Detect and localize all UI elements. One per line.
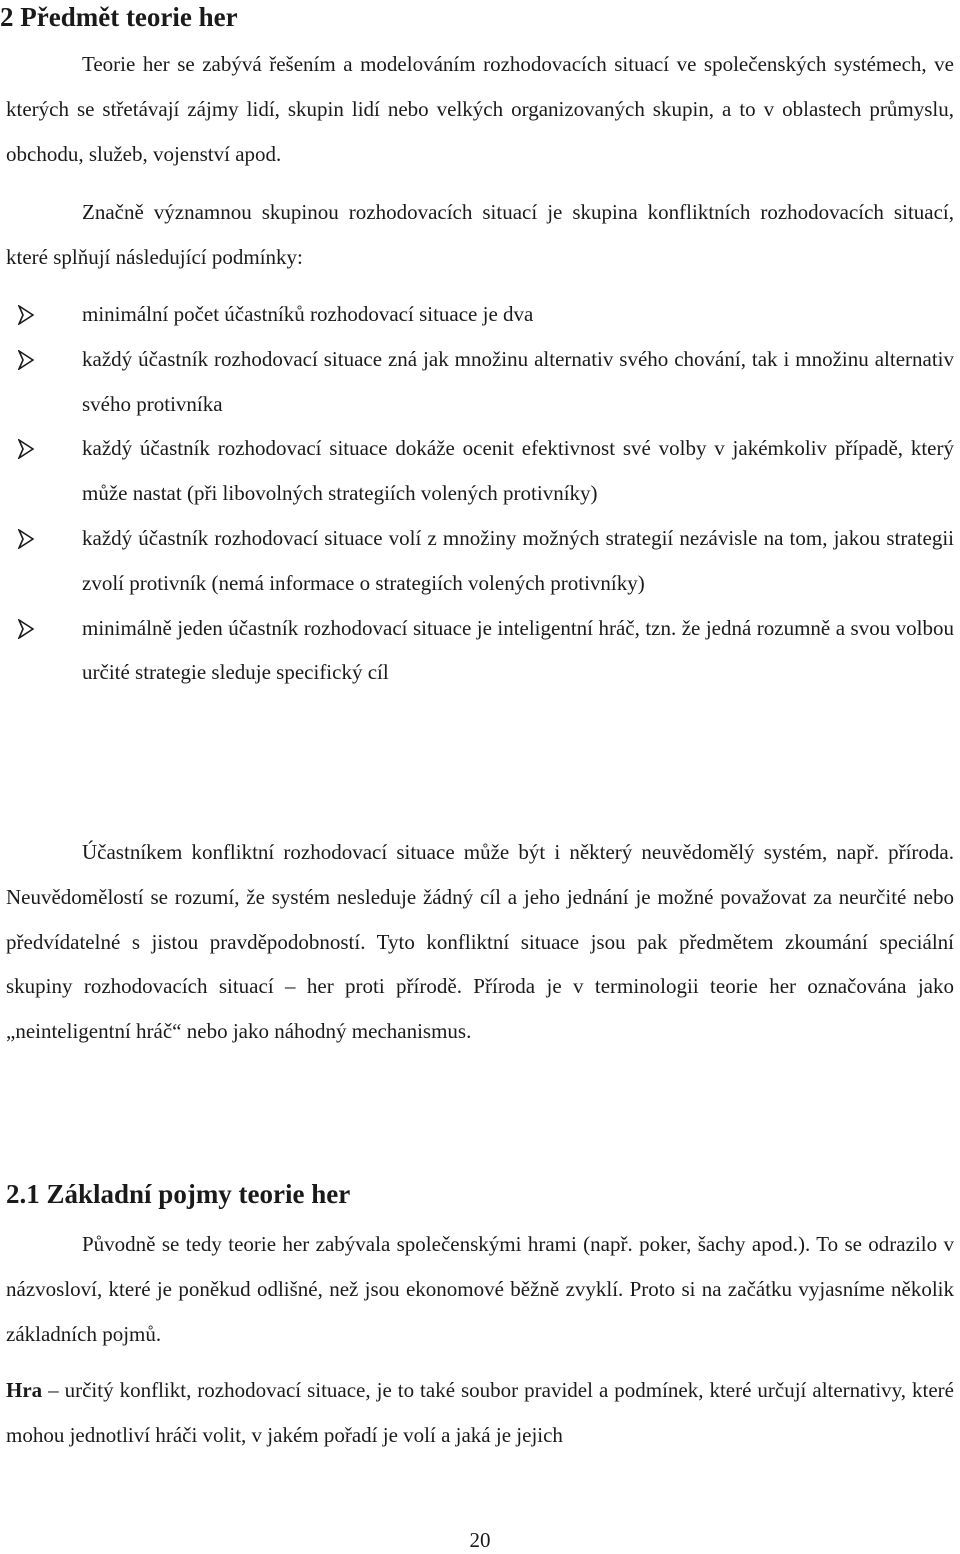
conditions-list [6,292,954,695]
paragraph-basics: Původně se tedy teorie her zabývala společenskými hrami (např. poker, šachy apod.). To se odrazilo v názvosloví, které je poněkud odlišné, než jsou ekonomové běžně zvyklí. Proto si na začátku vyjasníme několik základních pojmů. [6,1232,954,1346]
arrowhead-bullet-icon [18,350,34,370]
list-item-text: každý účastník rozhodovací situace volí z množiny možných strategií nezávisle na tom, jakou strategii zvolí protivník (nemá informace o strategiích volených protivníky) [82,525,954,595]
paragraph-intro: Teorie her se zabývá řešením a modelováním rozhodovacích situací ve společenských systémech, ve kterých se střetávají zájmy lidí, skupin lidí nebo velkých organizovaných skupin, a to v oblastech průmyslu, obchodu, služeb, vojenství apod. [6,52,954,166]
list-item-text: každý účastník rozhodovací situace zná jak množinu alternativ svého chování, tak i množinu alternativ svého protivníka [82,346,954,416]
list-item-text: každý účastník rozhodovací situace dokáže ocenit efektivnost své volby v jakémkoliv případě, který může nastat (při libovolných strategiích volených protivníky) [82,436,954,506]
definition-term: Hra [6,1378,43,1402]
definition-text: – určitý konflikt, rozhodovací situace, je to také soubor pravidel a podmínek, které určují alternativy, které mohou jednotliví hráči volit, v jakém pořadí je volí a jaká je jejich [6,1378,954,1447]
arrowhead-bullet-icon [18,439,34,459]
arrowhead-bullet-icon [18,529,34,549]
paragraph-nature-games: Účastníkem konfliktní rozhodovací situace může být i některý neuvědomělý systém, např. příroda. Neuvědomělostí se rozumí, že systém nesleduje žádný cíl a jeho jednání je možné považovat za neurčité nebo předvídatelné s jistou pravděpodobností. Tyto konfliktní situace jsou pak předmětem zkoumání speciální skupiny rozhodovacích situací – her proti přírodě. Příroda je v terminologii teorie her označována jako „neinteligentní hráč“ nebo jako náhodný mechanismus. [6,840,954,1044]
list-item [6,292,954,337]
paragraph-conditions-intro: Značně významnou skupinou rozhodovacích situací je skupina konfliktních rozhodovacích situací, které splňují následující podmínky: [6,200,954,269]
list-item [6,337,954,427]
page-number: 20 [469,1528,491,1552]
list-item-text: minimální počet účastníků rozhodovací situace je dva [82,302,534,326]
list-item [6,606,954,696]
definition-paragraph [6,1368,954,1458]
list-item [6,516,954,606]
arrowhead-bullet-icon [18,305,34,325]
subsection-heading: 2.1 Základní pojmy teorie her [6,1179,351,1209]
list-item [6,426,954,516]
section-heading: 2 Předmět teorie her [0,2,238,32]
arrowhead-bullet-icon [18,619,34,639]
list-item-text: minimálně jeden účastník rozhodovací situace je inteligentní hráč, tzn. že jedná rozumně a svou volbou určité strategie sleduje specifický cíl [82,615,954,685]
